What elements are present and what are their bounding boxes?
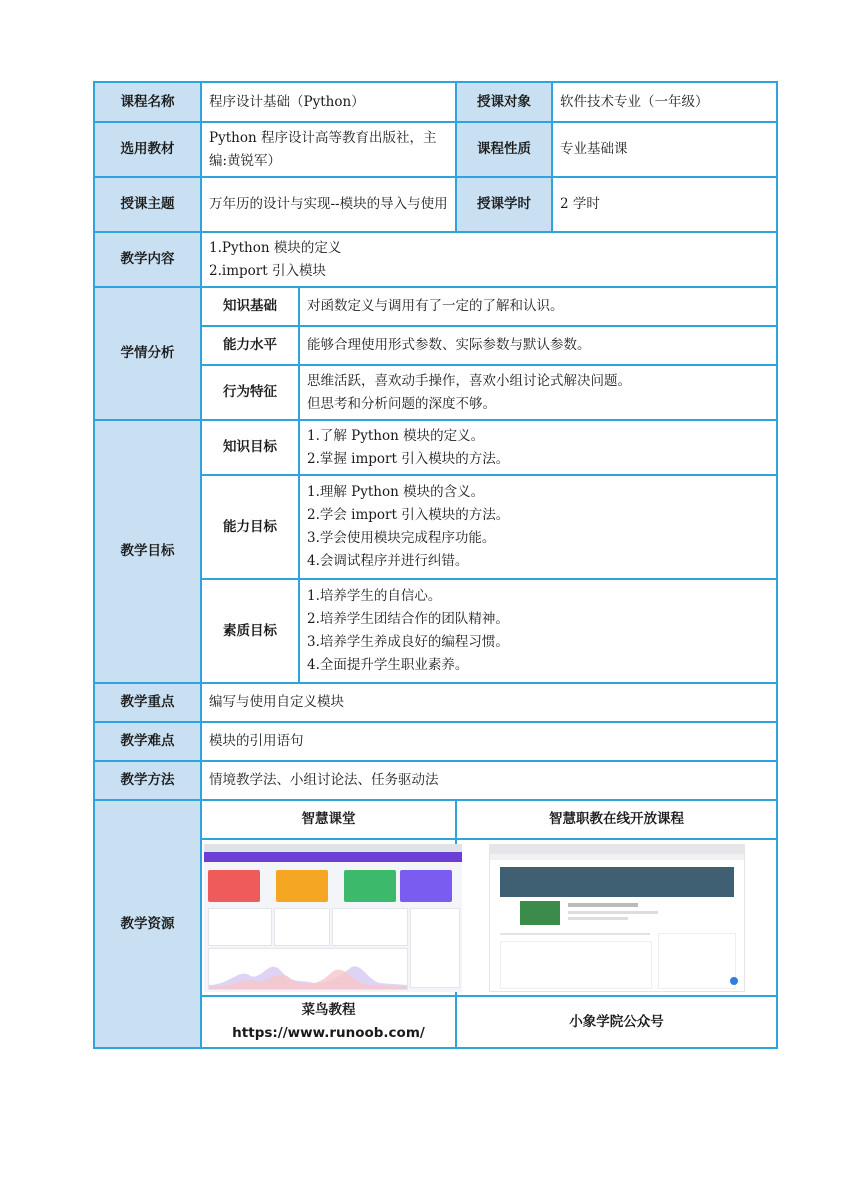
analysis-line: 能够合理使用形式参数、实际参数与默认参数。 bbox=[307, 337, 591, 353]
content-value bbox=[201, 232, 777, 287]
analysis-value bbox=[299, 287, 777, 326]
content-label: 教学内容 bbox=[94, 232, 201, 287]
key-point-label: 教学重点 bbox=[94, 683, 201, 722]
resources-label: 教学资源 bbox=[94, 800, 201, 1048]
objective-value bbox=[299, 579, 777, 683]
objective-sub-label: 知识目标 bbox=[201, 420, 299, 475]
row-topic bbox=[94, 177, 777, 232]
resource-footer-left: 菜鸟教程 https://www.runoob.com/ bbox=[201, 996, 456, 1048]
content-line: 2.import 引入模块 bbox=[209, 262, 326, 279]
textbook-label: 选用教材 bbox=[94, 122, 201, 177]
row-analysis bbox=[94, 287, 777, 326]
objective-line: 2.培养学生团结合作的团队精神。 bbox=[307, 611, 509, 627]
row-content bbox=[94, 232, 777, 287]
resource-title-left: 智慧课堂 bbox=[201, 800, 456, 839]
row-objectives bbox=[94, 420, 777, 475]
resource-image-right bbox=[456, 839, 777, 996]
analysis-value bbox=[299, 326, 777, 365]
resource-title-right: 智慧职教在线开放课程 bbox=[456, 800, 777, 839]
row-course-name bbox=[94, 82, 777, 122]
objective-line: 4.全面提升学生职业素养。 bbox=[307, 657, 469, 673]
row-key-point bbox=[94, 683, 777, 722]
row-resources bbox=[94, 800, 777, 839]
resource-image-left bbox=[201, 839, 456, 996]
difficulty-value: 模块的引用语句 bbox=[201, 722, 777, 761]
analysis-value bbox=[299, 365, 777, 420]
objective-line: 2.学会 import 引入模块的方法。 bbox=[307, 507, 510, 523]
methods-value: 情境教学法、小组讨论法、任务驱动法 bbox=[201, 761, 777, 800]
hours-value: 2 学时 bbox=[552, 177, 777, 232]
analysis-sub-label: 知识基础 bbox=[201, 287, 299, 326]
row-difficulty bbox=[94, 722, 777, 761]
topic-label: 授课主题 bbox=[94, 177, 201, 232]
course-type-value: 专业基础课 bbox=[552, 122, 777, 177]
objective-value bbox=[299, 475, 777, 579]
objective-line: 3.学会使用模块完成程序功能。 bbox=[307, 530, 496, 546]
audience-value: 软件技术专业（一年级） bbox=[552, 82, 777, 122]
analysis-line: 思维活跃，喜欢动手操作，喜欢小组讨论式解决问题。 bbox=[307, 372, 631, 389]
lesson-plan-table bbox=[93, 81, 778, 1049]
smart-classroom-screenshot bbox=[204, 844, 462, 992]
textbook-value: Python 程序设计高等教育出版社，主编:黄锐军） bbox=[201, 122, 456, 177]
analysis-sub-label: 能力水平 bbox=[201, 326, 299, 365]
analysis-label: 学情分析 bbox=[94, 287, 201, 420]
analysis-line: 对函数定义与调用有了一定的了解和认识。 bbox=[307, 298, 564, 314]
resource-footer-right: 小象学院公众号 bbox=[456, 996, 777, 1048]
objective-line: 1.了解 Python 模块的定义。 bbox=[307, 427, 485, 444]
audience-label: 授课对象 bbox=[456, 82, 552, 122]
objective-line: 4.会调试程序并进行纠错。 bbox=[307, 553, 469, 569]
topic-value: 万年历的设计与实现--模块的导入与使用 bbox=[201, 177, 456, 232]
difficulty-label: 教学难点 bbox=[94, 722, 201, 761]
row-methods bbox=[94, 761, 777, 800]
key-point-value: 编写与使用自定义模块 bbox=[201, 683, 777, 722]
row-textbook bbox=[94, 122, 777, 177]
objectives-label: 教学目标 bbox=[94, 420, 201, 683]
objective-line: 1.理解 Python 模块的含义。 bbox=[307, 484, 485, 500]
objective-line: 3.培养学生养成良好的编程习惯。 bbox=[307, 634, 509, 650]
analysis-sub-label: 行为特征 bbox=[201, 365, 299, 420]
analysis-line: 但思考和分析问题的深度不够。 bbox=[307, 395, 496, 412]
content-line: 1.Python 模块的定义 bbox=[209, 239, 342, 256]
course-type-label: 课程性质 bbox=[456, 122, 552, 177]
objective-sub-label: 能力目标 bbox=[201, 475, 299, 579]
course-name-label: 课程名称 bbox=[94, 82, 201, 122]
course-name-value: 程序设计基础（Python） bbox=[201, 82, 456, 122]
objective-sub-label: 素质目标 bbox=[201, 579, 299, 683]
objective-line: 2.掌握 import 引入模块的方法。 bbox=[307, 450, 510, 467]
methods-label: 教学方法 bbox=[94, 761, 201, 800]
hours-label: 授课学时 bbox=[456, 177, 552, 232]
icve-course-screenshot bbox=[489, 844, 745, 992]
objective-value bbox=[299, 420, 777, 475]
objective-line: 1.培养学生的自信心。 bbox=[307, 588, 442, 604]
